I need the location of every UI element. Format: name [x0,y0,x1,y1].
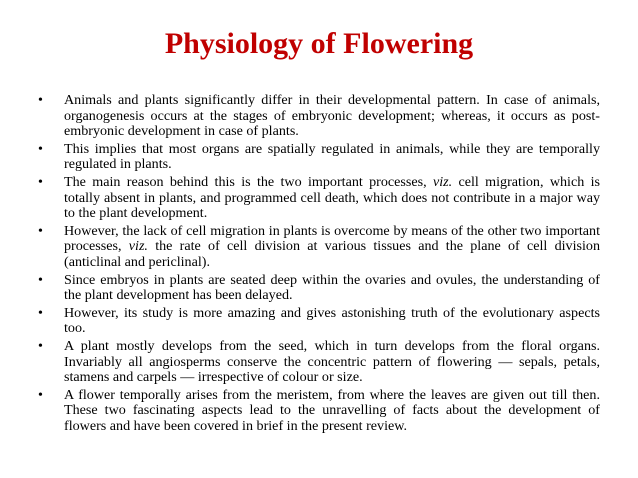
bullet-text-run: However, its study is more amazing and gives astonishing truth of the evolutionary aspects too. [64,304,600,337]
bullet-text [64,387,600,434]
bullet-item [38,388,600,435]
slide-title: Physiology of Flowering [164,27,474,60]
bullet-text-italic: viz. [432,173,453,190]
bullet-text [64,272,600,304]
bullet-text-italic: viz. [128,238,148,255]
bullet-text [64,223,600,270]
bullet-marker: • [38,174,43,190]
bullet-text-run: A flower temporally arises from the meristem, from where the leaves are given out till then. These two fascinating aspects lead to the unravelling of facts about the development of flowers and have been covered in brief in the present review. [64,386,600,434]
bullet-text-run: the rate of cell division at various tissues and the plane of cell division (anticlinal and periclinal). [64,238,600,270]
bullet-marker: • [38,141,43,157]
bullet-marker: • [38,272,43,288]
bullet-text [64,141,600,173]
bullet-text-run: cell migration, which is totally absent in plants, and programmed cell death, which does not contribute in a major way to the plant development. [64,173,600,222]
bullet-marker: • [38,223,43,239]
bullet-text [64,92,600,139]
bullet-text [64,174,600,221]
bullet-text-run: Animals and plants significantly differ in their developmental pattern. In case of animals, organogenesis occurs at the stages of embryonic development; whereas, it occurs as post-embryonic development in case of plants. [64,92,600,140]
bullet-list [38,93,600,436]
bullet-item [38,142,600,173]
bullet-text-run: The main reason behind this is the two important processes, [64,173,433,190]
bullet-item [38,93,600,140]
bullet-marker: • [38,387,43,403]
bullet-item [38,306,600,337]
bullet-item [38,273,600,304]
bullet-text-run: Since embryos in plants are seated deep within the ovaries and ovules, the understanding of the plant development has been delayed. [64,271,600,304]
bullet-item [38,224,600,271]
bullet-text [64,305,600,337]
bullet-text-run: A plant mostly develops from the seed, which in turn develops from the floral organs. Invariably all angiosperms conserve the concentric pattern of flowering — sepals, petals, stamens and carpels — irrespective of colour or size. [64,337,600,386]
bullet-item [38,175,600,222]
bullet-text [64,338,600,385]
bullet-item [38,339,600,386]
bullet-text-run: This implies that most organs are spatially regulated in animals, while they are temporally regulated in plants. [64,140,600,173]
bullet-marker: • [38,305,43,321]
bullet-marker: • [38,338,43,354]
bullet-text-run: However, the lack of cell migration in plants is overcome by means of the other two important processes, [64,222,600,255]
bullet-marker: • [38,93,43,108]
